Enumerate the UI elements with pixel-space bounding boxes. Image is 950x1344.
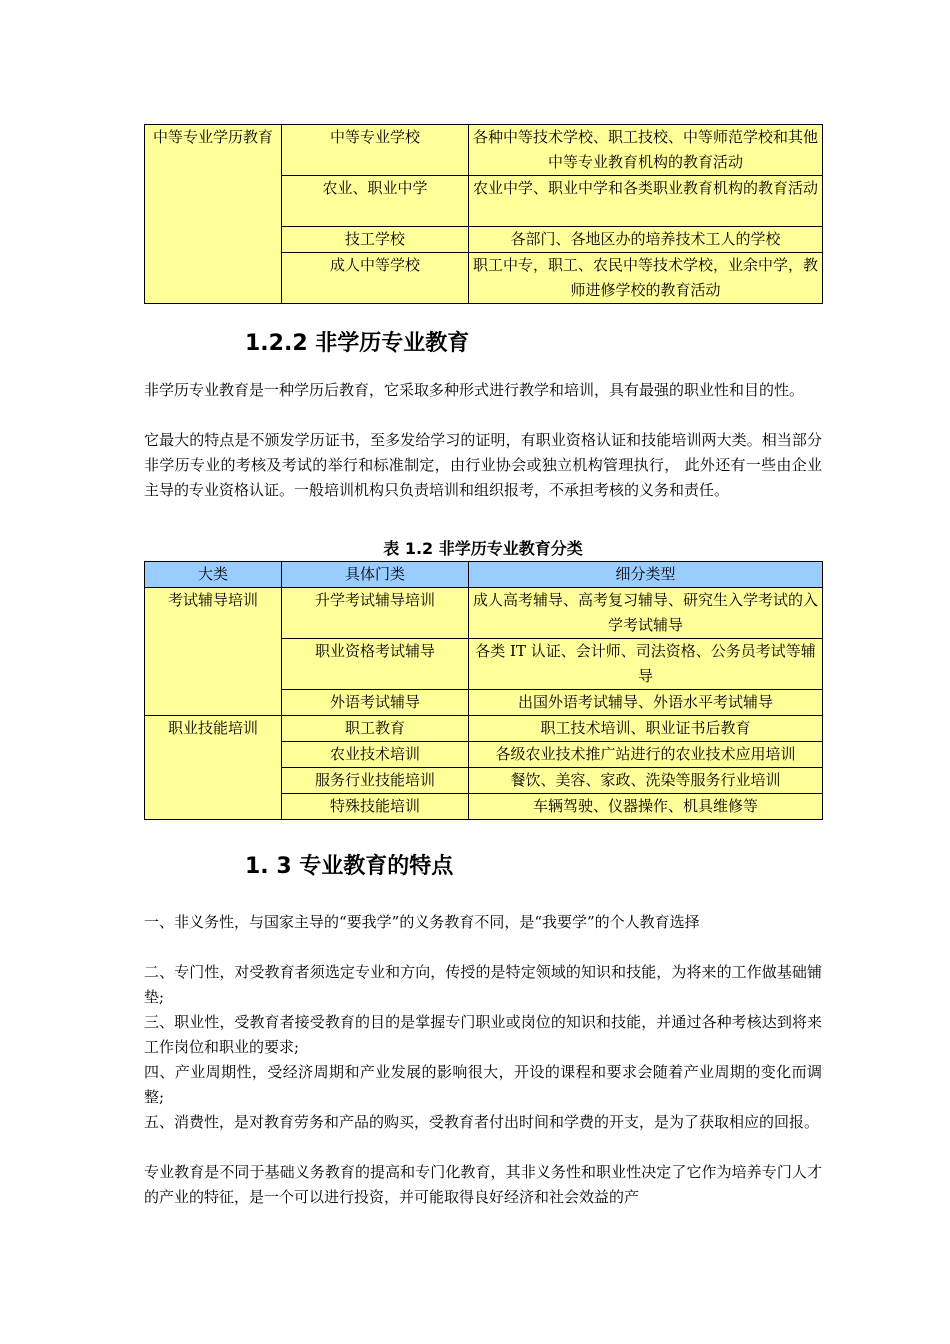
paragraph: 非学历专业教育是一种学历后教育，它采取多种形式进行教学和培训，具有最强的职业性和目的性。 bbox=[144, 381, 805, 399]
paragraph: 三、职业性，受教育者接受教育的目的是掌握专门职业或岗位的知识和技能，并通过各种考核达到将来工作岗位和职业的要求; bbox=[144, 1013, 822, 1056]
secondary-education-table bbox=[144, 124, 823, 304]
table-cell-type: 升学考试辅导培训 bbox=[282, 588, 469, 639]
paragraph: 一、非义务性，与国家主导的“要我学”的义务教育不同，是“我要学”的个人教育选择 bbox=[144, 913, 700, 931]
table-cell-type: 中等专业学校 bbox=[282, 125, 469, 176]
paragraph: 二、专门性，对受教育者须选定专业和方向，传授的是特定领域的知识和技能，为将来的工作做基础铺垫; bbox=[144, 963, 822, 1006]
table-cell-type: 特殊技能培训 bbox=[282, 794, 469, 820]
paragraph: 五、消费性，是对教育劳务和产品的购买，受教育者付出时间和学费的开支，是为了获取相应的回报。 bbox=[144, 1113, 820, 1131]
table-cell-detail: 职工技术培训、职业证书后教育 bbox=[469, 716, 823, 742]
section-heading: 1.2.2 非学历专业教育 bbox=[245, 331, 470, 356]
table-cell-type: 外语考试辅导 bbox=[282, 690, 469, 716]
table-row bbox=[145, 125, 823, 176]
table-cell-type: 职业资格考试辅导 bbox=[282, 639, 469, 690]
paragraph: 它最大的特点是不颁发学历证书，至多发给学习的证明，有职业资格认证和技能培训两大类。相当部分非学历专业的考核及考试的举行和标准制定，由行业协会或独立机构管理执行， 此外还有一些由企业主导的专业资格认证。一般培训机构只负责培训和组织报考，不承担考核的义务和责任。 bbox=[144, 431, 822, 499]
table-cell-detail: 餐饮、美容、家政、洗染等服务行业培训 bbox=[469, 768, 823, 794]
table-cell-detail: 各部门、各地区办的培养技术工人的学校 bbox=[469, 227, 823, 253]
table-cell-detail: 各种中等技术学校、职工技校、中等师范学校和其他中等专业教育机构的教育活动 bbox=[469, 125, 823, 176]
table-cell-detail: 农业中学、职业中学和各类职业教育机构的教育活动 bbox=[469, 176, 823, 227]
paragraph: 四、产业周期性，受经济周期和产业发展的影响很大，开设的课程和要求会随着产业周期的变化而调整; bbox=[144, 1063, 822, 1106]
table-cell-detail: 出国外语考试辅导、外语水平考试辅导 bbox=[469, 690, 823, 716]
table-cell-detail: 各级农业技术推广站进行的农业技术应用培训 bbox=[469, 742, 823, 768]
column-header: 具体门类 bbox=[282, 562, 469, 588]
section-heading: 1. 3 专业教育的特点 bbox=[245, 854, 454, 879]
table-cell-type: 技工学校 bbox=[282, 227, 469, 253]
table-row bbox=[145, 716, 823, 742]
table-cell-detail: 职工中专，职工、农民中等技术学校，业余中学，教师进修学校的教育活动 bbox=[469, 253, 823, 304]
paragraph: 专业教育是不同于基础义务教育的提高和专门化教育，其非义务性和职业性决定了它作为培养专门人才的产业的特征，是一个可以进行投资，并可能取得良好经济和社会效益的产 bbox=[144, 1163, 822, 1206]
table-cell-type: 职工教育 bbox=[282, 716, 469, 742]
table-cell-category: 考试辅导培训 bbox=[145, 588, 282, 716]
table-cell-category: 中等专业学历教育 bbox=[145, 125, 282, 304]
table-caption: 表 1.2 非学历专业教育分类 bbox=[383, 539, 583, 558]
table-row bbox=[145, 588, 823, 639]
table-header-row bbox=[145, 562, 823, 588]
table-cell-type: 服务行业技能培训 bbox=[282, 768, 469, 794]
table-cell-type: 农业、职业中学 bbox=[282, 176, 469, 227]
table-cell-detail: 各类 IT 认证、会计师、司法资格、公务员考试等辅导 bbox=[469, 639, 823, 690]
table-cell-detail: 成人高考辅导、高考复习辅导、研究生入学考试的入学考试辅导 bbox=[469, 588, 823, 639]
table-cell-type: 成人中等学校 bbox=[282, 253, 469, 304]
table-cell-type: 农业技术培训 bbox=[282, 742, 469, 768]
column-header: 细分类型 bbox=[469, 562, 823, 588]
table-cell-category: 职业技能培训 bbox=[145, 716, 282, 820]
column-header: 大类 bbox=[145, 562, 282, 588]
table-cell-detail: 车辆驾驶、仪器操作、机具维修等 bbox=[469, 794, 823, 820]
non-degree-education-table bbox=[144, 561, 823, 820]
